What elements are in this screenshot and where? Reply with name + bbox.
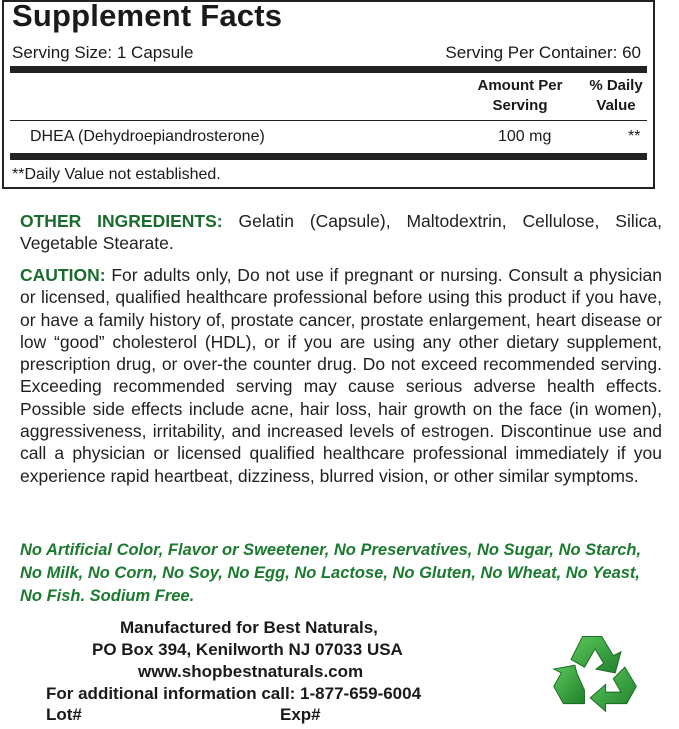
facts-divider-bottom — [10, 153, 647, 160]
contact-phone: For additional information call: 1-877-659-6004 — [46, 684, 422, 703]
expiry-date: Exp# — [280, 705, 321, 724]
lot-number: Lot# — [46, 705, 82, 724]
manufacturer-address: PO Box 394, Kenilworth NJ 07033 USA — [92, 640, 403, 659]
claims-line-1: No Artificial Color, Flavor or Sweetener, No Preservatives, No Sugar, No Starch, — [20, 541, 642, 559]
claims-line-3: No Fish. Sodium Free. — [20, 587, 195, 605]
col-daily-value: % Daily Value — [589, 77, 643, 114]
serving-size: Serving Size: 1 Capsule — [12, 43, 194, 62]
facts-footnote: **Daily Value not established. — [12, 166, 221, 183]
claims-line-2: No Milk, No Corn, No Soy, No Egg, No Lactose, No Gluten, No Wheat, No Yeast, — [20, 564, 641, 582]
manufacturer-website: www.shopbestnaturals.com — [138, 662, 364, 681]
other-ingredients-label: OTHER INGREDIENTS: — [20, 211, 223, 231]
nutrient-name: DHEA (Dehydroepiandrosterone) — [30, 128, 265, 145]
caution-text: For adults only, Do not use if pregnant or nursing. Consult a physician or licensed, qualified healthcare professional before using this product if you have, or have a family history of, prostate cancer, prostate enlargement, heart disease or low “good” cholesterol (HDL), or if you are using any other dietary supplement, prescription drug, or over-the counter drug. Do not exceed recommended serving. Exceeding recommended serving may cause serious adverse health effects. Possible side effects include acne, hair loss, hair growth on the face (in women), aggressiveness, irritability, and increased levels of estrogen. Discontinue use and call a physician or licensed qualified healthcare professional immediately if you experience rapid heartbeat, dizziness, blurred vision, or other similar symptoms. — [20, 265, 662, 486]
nutrient-amount: 100 mg — [498, 128, 552, 145]
servings-per-container: Serving Per Container: 60 — [445, 43, 641, 62]
other-ingredients — [20, 210, 662, 255]
facts-divider-thick — [10, 66, 647, 73]
facts-divider-thin — [10, 120, 647, 121]
free-from-claims — [20, 539, 670, 608]
caution-label: CAUTION: — [20, 265, 106, 285]
caution — [20, 264, 662, 487]
supplement-facts-panel — [2, 0, 655, 189]
facts-title: Supplement Facts — [12, 0, 283, 33]
nutrient-dv: ** — [628, 128, 641, 145]
col-amount-per-serving: Amount Per Serving — [477, 77, 563, 114]
recycle-icon — [548, 623, 644, 719]
other-ingredients-text: Gelatin (Capsule), Maltodextrin, Cellulose, Silica, Vegetable Stearate. — [20, 211, 662, 254]
manufacturer-name: Manufactured for Best Naturals, — [120, 618, 378, 637]
